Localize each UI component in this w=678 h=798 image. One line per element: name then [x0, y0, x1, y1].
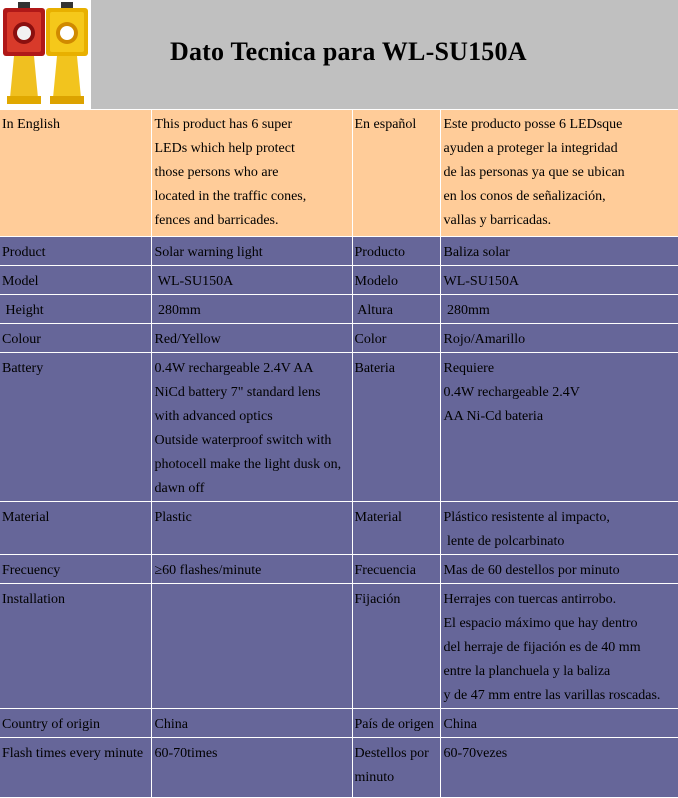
product-photo [0, 0, 91, 109]
spanish-field-value [440, 236, 678, 265]
spanish-value-line: AA Ni-Cd bateria [443, 408, 544, 424]
spanish-value-line: WL-SU150A [443, 273, 519, 289]
spanish-field-value [440, 501, 678, 554]
spanish-label-line: País de origen [354, 716, 434, 732]
english-field-value [151, 708, 352, 737]
spanish-label-line: Producto [354, 244, 406, 260]
spec-row [0, 323, 678, 352]
spanish-value-line: Mas de 60 destellos por minuto [443, 562, 620, 578]
english-value-line: Red/Yellow [154, 331, 221, 347]
spanish-value-line: 0.4W rechargeable 2.4V [443, 384, 580, 400]
spanish-field-value [440, 708, 678, 737]
english-field-value [151, 352, 352, 501]
spec-row [0, 352, 678, 501]
english-field-label: Frecuency [0, 554, 151, 583]
spanish-label-line: minuto [354, 769, 395, 785]
english-value-line: WL-SU150A [154, 273, 234, 289]
spanish-label-line: Frecuencia [354, 562, 416, 578]
spanish-value-line: y de 47 mm entre las varillas roscadas. [443, 687, 661, 703]
spanish-description-line: vallas y barricadas. [443, 213, 552, 228]
spanish-label-line: Color [354, 331, 387, 347]
english-field-value [151, 265, 352, 294]
english-value-line: dawn off [154, 480, 205, 496]
spanish-field-value [440, 583, 678, 708]
english-field-label: Height [0, 294, 151, 323]
english-field-value [151, 236, 352, 265]
spanish-value-line: lente de polcarbinato [443, 533, 565, 549]
english-field-label: Model [0, 265, 151, 294]
spanish-field-value [440, 554, 678, 583]
spanish-label: En español [352, 110, 440, 236]
english-value-line: China [154, 716, 188, 732]
spanish-value-line: entre la planchuela y la baliza [443, 663, 611, 679]
spanish-field-label [352, 352, 440, 501]
spanish-label-line: Altura [354, 302, 393, 318]
english-description-line: fences and barricades. [154, 213, 279, 228]
spec-row [0, 583, 678, 708]
english-field-value [151, 501, 352, 554]
spanish-value-line: 60-70vezes [443, 745, 508, 761]
english-value-line: with advanced optics [154, 408, 273, 424]
english-value-line: ≥60 flashes/minute [154, 562, 262, 578]
spec-row [0, 501, 678, 554]
spec-row [0, 737, 678, 797]
spanish-value-line: Requiere [443, 360, 495, 376]
spanish-field-value [440, 265, 678, 294]
spanish-field-label [352, 265, 440, 294]
spanish-field-value [440, 294, 678, 323]
spec-row [0, 236, 678, 265]
spanish-field-label [352, 708, 440, 737]
spanish-description-line: Este producto posse 6 LEDsque [443, 117, 623, 132]
english-value-line: NiCd battery 7" standard lens [154, 384, 321, 400]
english-field-value [151, 323, 352, 352]
spanish-field-label [352, 737, 440, 797]
spanish-label-line: Destellos por [354, 745, 429, 761]
spanish-field-label [352, 236, 440, 265]
english-value-line: Plastic [154, 509, 192, 525]
spanish-value-line: Plástico resistente al impacto, [443, 509, 610, 525]
spanish-label-line: Fijación [354, 591, 401, 607]
english-description-line: LEDs which help protect [154, 141, 295, 156]
spanish-value-line: 280mm [443, 302, 490, 318]
spanish-field-label [352, 501, 440, 554]
spanish-description-line: ayuden a proteger la integridad [443, 141, 618, 156]
spanish-value-line: del herraje de fijación es de 40 mm [443, 639, 641, 655]
english-value-line: 280mm [154, 302, 201, 318]
spec-row [0, 294, 678, 323]
spanish-field-label [352, 583, 440, 708]
spanish-value-line: Herrajes con tuercas antirrobo. [443, 591, 617, 607]
english-field-label: Flash times every minute [0, 737, 151, 797]
spec-row [0, 265, 678, 294]
spanish-field-label [352, 323, 440, 352]
spanish-label-line: Material [354, 509, 402, 525]
spanish-field-label [352, 554, 440, 583]
spanish-label-line: Bateria [354, 360, 395, 376]
spanish-label-line: Modelo [354, 273, 399, 289]
english-value-line: 60-70times [154, 745, 218, 761]
english-value-line: Solar warning light [154, 244, 263, 260]
english-field-value [151, 554, 352, 583]
spanish-value-line: China [443, 716, 477, 732]
english-description-line: This product has 6 super [154, 117, 293, 132]
intro-row [0, 110, 678, 236]
spanish-field-value [440, 323, 678, 352]
spec-row [0, 708, 678, 737]
english-value-line: photocell make the light dusk on, [154, 456, 342, 472]
spanish-field-value [440, 737, 678, 797]
page-title: Dato Tecnica para WL-SU150A [170, 37, 527, 66]
english-value-line: 0.4W rechargeable 2.4V AA [154, 360, 314, 376]
english-field-label: Country of origin [0, 708, 151, 737]
english-label: In English [0, 110, 151, 236]
english-field-label: Product [0, 236, 151, 265]
spanish-field-value [440, 352, 678, 501]
spanish-description-line: en los conos de señalización, [443, 189, 606, 204]
spanish-value-line: El espacio máximo que hay dentro [443, 615, 638, 631]
english-field-label: Material [0, 501, 151, 554]
english-field-label: Battery [0, 352, 151, 501]
spanish-description [440, 110, 678, 236]
spanish-value-line: Baliza solar [443, 244, 510, 260]
spanish-description-line: de las personas ya que se ubican [443, 165, 625, 180]
english-description-line: those persons who are [154, 165, 279, 180]
spec-row [0, 554, 678, 583]
english-field-value [151, 294, 352, 323]
spanish-field-label [352, 294, 440, 323]
spec-table [0, 110, 678, 798]
english-description [151, 110, 352, 236]
spanish-value-line: Rojo/Amarillo [443, 331, 526, 347]
english-value-line: Outside waterproof switch with [154, 432, 332, 448]
english-field-label: Colour [0, 323, 151, 352]
warning-lights-illustration [0, 0, 91, 109]
english-description-line: located in the traffic cones, [154, 189, 307, 204]
english-field-value [151, 737, 352, 797]
english-field-value [151, 583, 352, 708]
title-banner [0, 0, 678, 109]
english-field-label: Installation [0, 583, 151, 708]
